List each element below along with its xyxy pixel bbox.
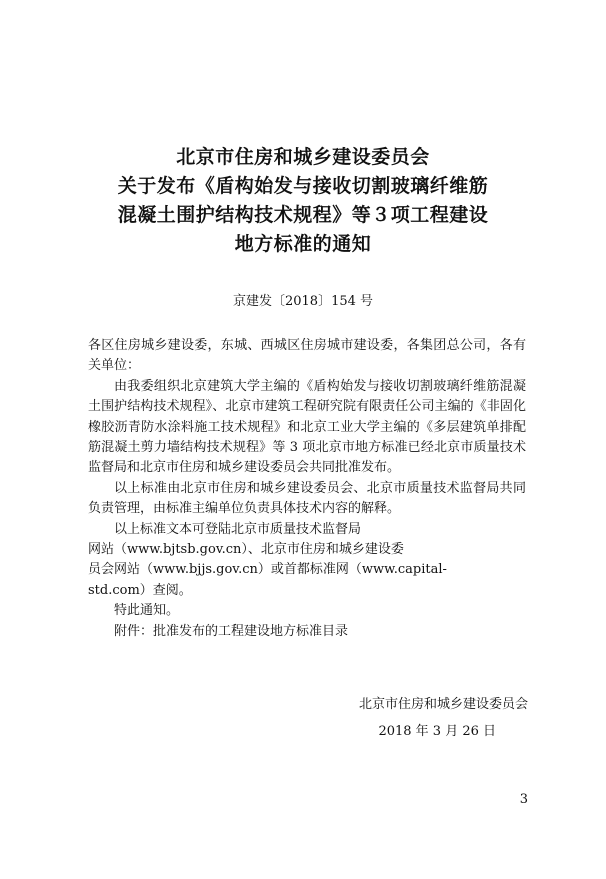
title-line-3: 混凝土围护结构技术规程》等３项工程建设 (117, 204, 489, 226)
notice-body (88, 336, 526, 642)
salutation: 各区住房城乡建设委，东城、西城区住房城市建设委，各集团总公司，各有关单位： (88, 338, 526, 374)
title-line-2: 关于发布《盾构始发与接收切割玻璃纤维筋 (117, 175, 489, 197)
paragraph-standards-released: 由我委组织北京建筑大学主编的《盾构始发与接收切割玻璃纤维筋混凝土围护结构技术规程》、北京市建筑工程研究院有限责任公司主编的《非固化橡胶沥青防水涂料施工技术规程》和北京工业大学主编的《多层建筑单排配筋混凝土剪力墙结构技术规程》等 3 项北京市地方标准已经北京市质量技术监督局和北京市住房和城乡建设委员会共同批准发布。 (88, 378, 526, 476)
paragraph-management: 以上标准由北京市住房和城乡建设委员会、北京市质量技术监督局共同负责管理，由标准主编单位负责具体技术内容的解释。 (88, 480, 526, 517)
paragraph-access-line-2: 网站（www.bjtsb.gov.cn）、北京市住房和城乡建设委 (88, 542, 404, 558)
paragraph-access-line-4: std.com）查阅。 (88, 582, 192, 598)
closing-line: 特此通知。 (114, 603, 180, 619)
attachment-line: 附件：批准发布的工程建设地方标准目录 (114, 623, 349, 639)
notice-title (0, 143, 606, 259)
title-line-4: 地方标准的通知 (234, 233, 372, 255)
signing-organization: 北京市住房和城乡建设委员会 (358, 697, 528, 712)
paragraph-access-line-1: 以上标准文本可登陆北京市质量技术监督局 (114, 521, 362, 537)
document-number: 京建发〔2018〕154 号 (232, 294, 374, 309)
title-line-1: 北京市住房和城乡建设委员会 (176, 146, 430, 168)
page-number: 3 (519, 792, 528, 807)
paragraph-access-line-3: 员会网站（www.bjjs.gov.cn）或首都标准网（www.capital- (88, 562, 447, 578)
signing-date: 2018 年 3 月 26 日 (378, 724, 496, 739)
